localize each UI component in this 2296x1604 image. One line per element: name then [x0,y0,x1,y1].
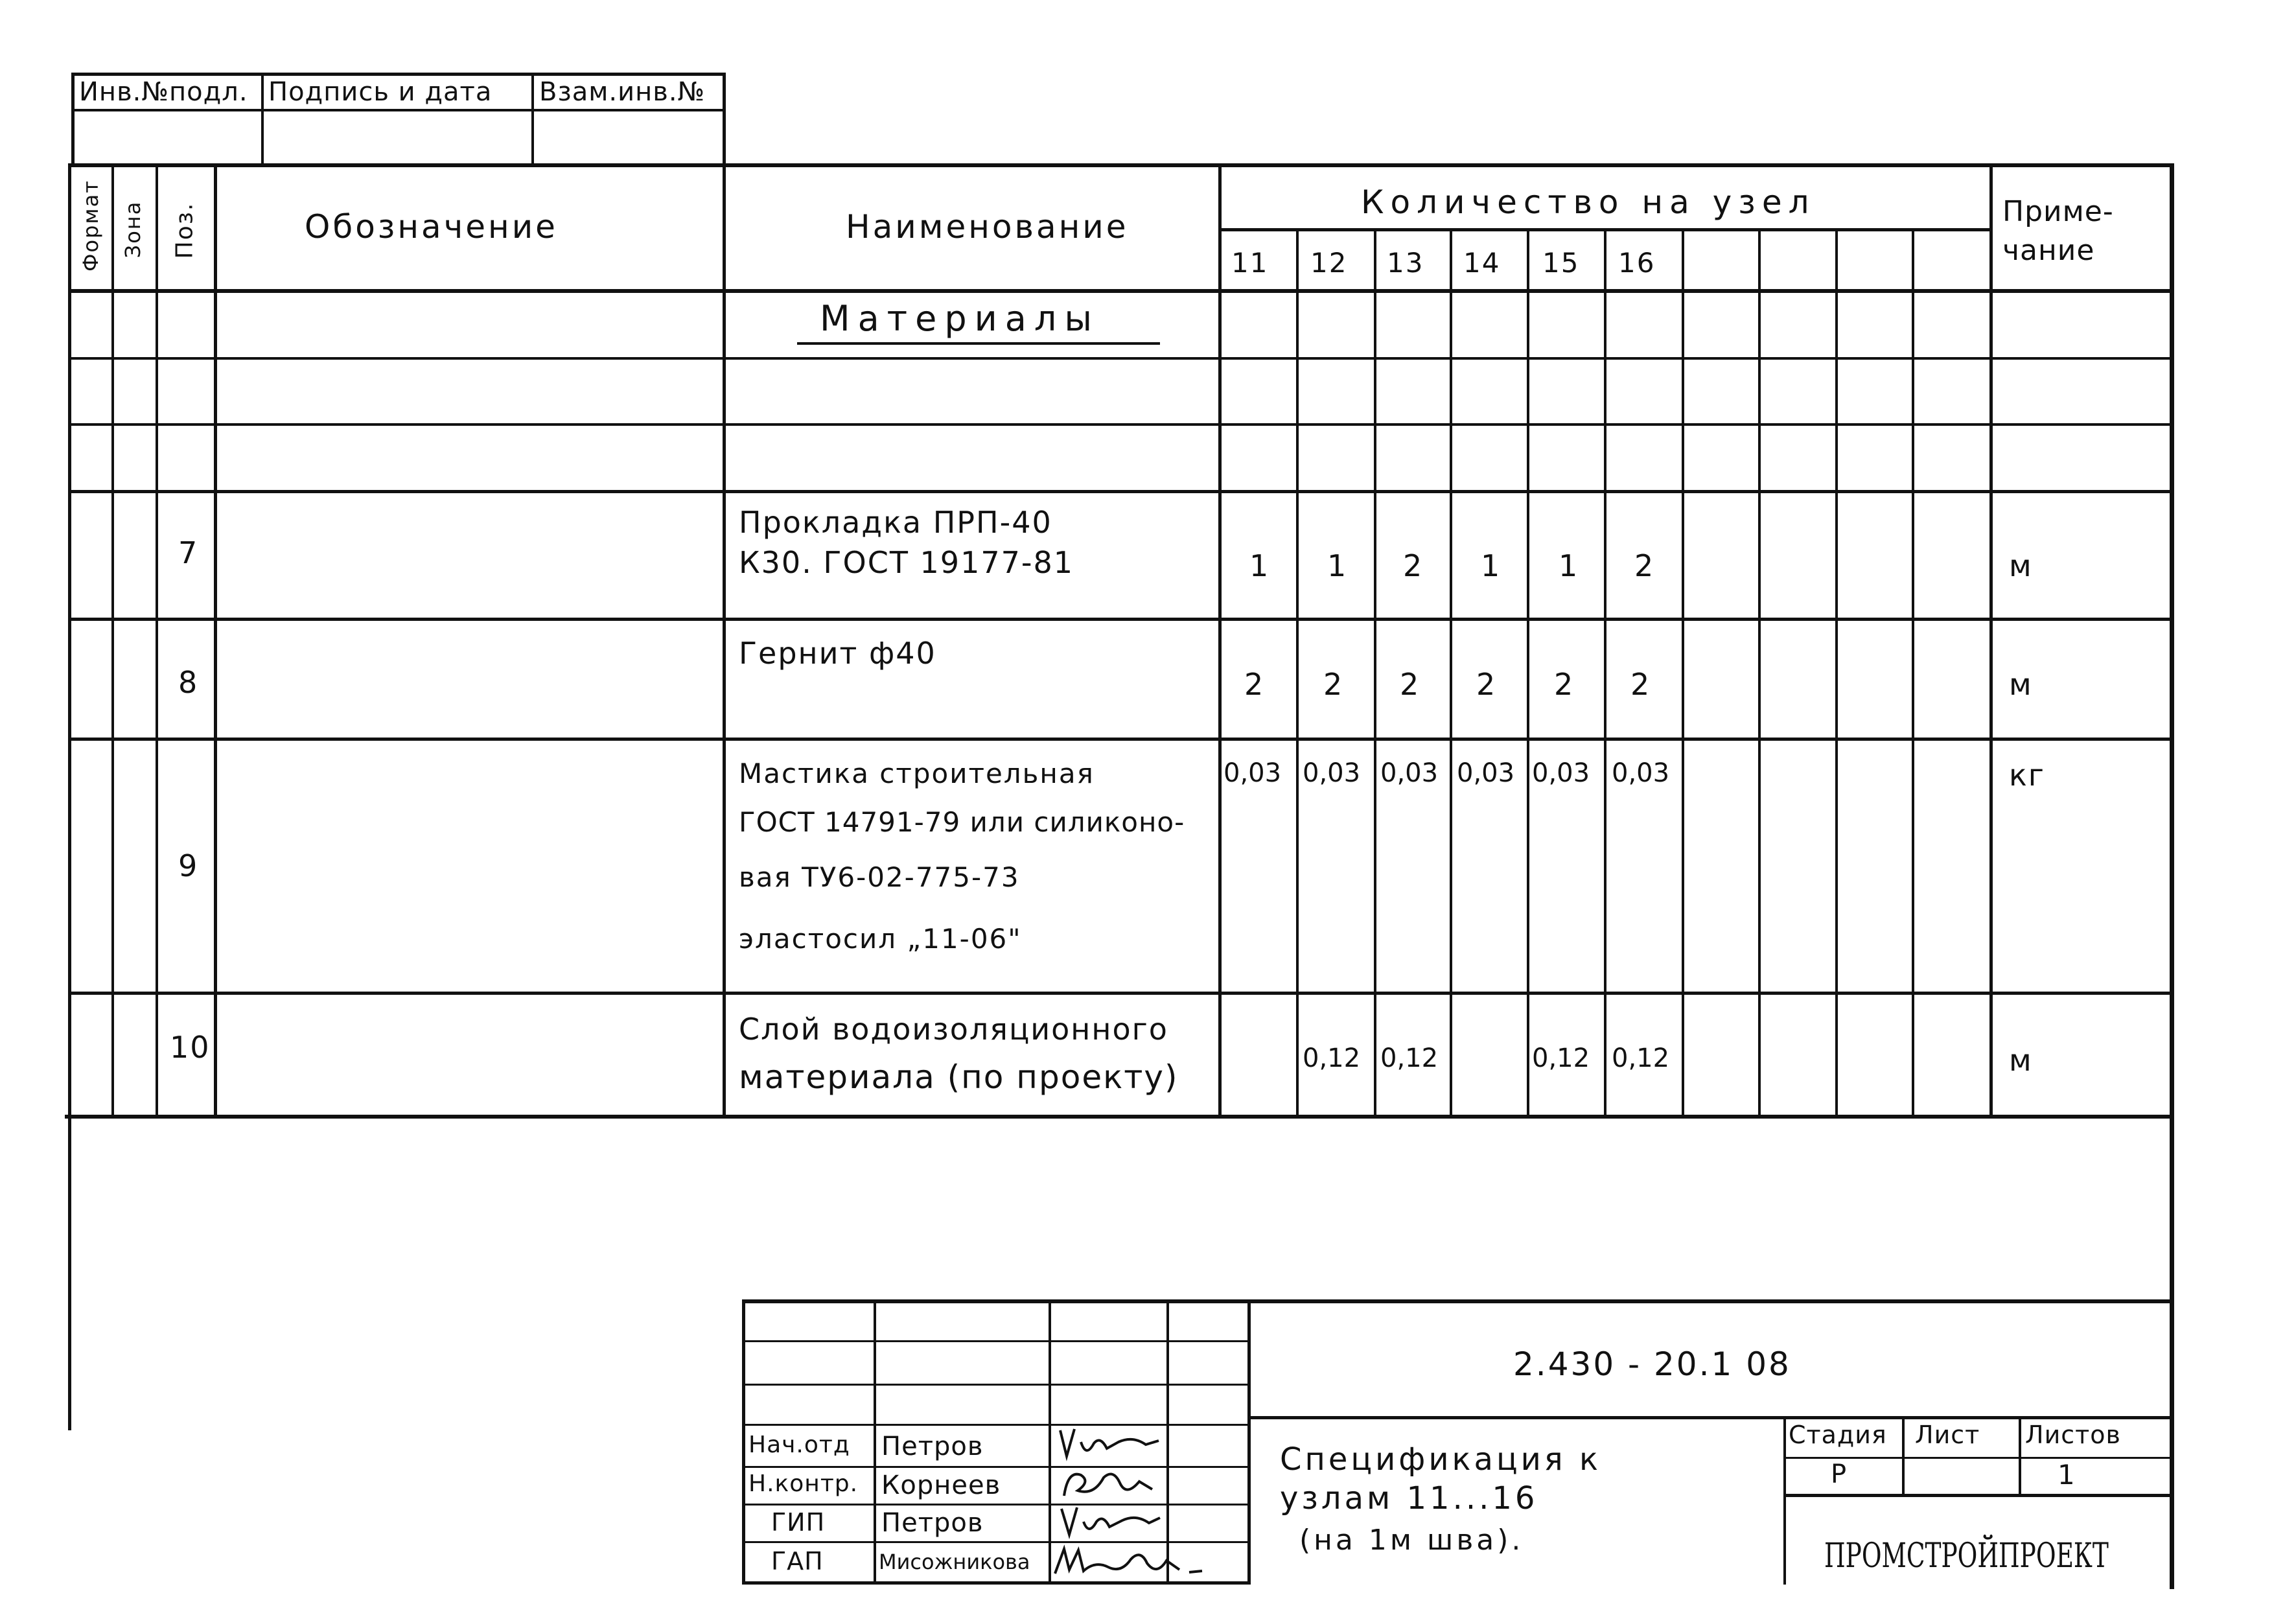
row-9-qty-13: 0,03 [1380,758,1439,788]
row-9-qty-16: 0,03 [1612,758,1670,788]
row-8-note: м [2009,667,2033,702]
sheets-value: 1 [2058,1459,2076,1491]
header-format: Формат [78,180,103,272]
doc-code: 2.430 - 20.1 08 [1513,1345,1791,1383]
row-7-qty-11: 1 [1249,548,1270,583]
section-title-materials: Материалы [820,298,1100,339]
stamp-inv-podl-label: Инв.№подл. [79,77,248,107]
stamp-podpis-data-label: Подпись и дата [268,77,493,107]
row-9-name-line-1: Мастика строительная [739,758,1095,789]
sheets-label: Листов [2025,1421,2121,1449]
header-zona: Зона [121,200,145,259]
row-10-name-line-1: Слой водоизоляционного [739,1012,1168,1047]
row-10-qty-16: 0,12 [1612,1043,1670,1073]
sign-name-n-kontr: Корнеев [881,1470,1001,1500]
sign-role-nach-otd: Нач.отд [748,1432,850,1458]
header-poz: Поз. [171,202,198,259]
row-8-poz: 8 [178,665,199,700]
node-col-11: 11 [1231,247,1269,279]
sign-name-gip: Петров [881,1508,984,1538]
row-9-name-line-3: вая ТУ6-02-775-73 [739,861,1020,893]
row-8-qty-11: 2 [1244,667,1265,702]
row-8-qty-13: 2 [1400,667,1421,702]
row-9-poz: 9 [178,848,199,883]
node-col-14: 14 [1463,247,1501,279]
sign-name-nach-otd: Петров [881,1432,984,1461]
row-9-name-line-4: эластосил „11-06" [739,923,1022,955]
signature-petrov-1 [1055,1423,1165,1465]
sheet-label: Лист [1915,1421,1980,1449]
node-col-16: 16 [1618,247,1656,279]
stage-value: Р [1831,1459,1848,1489]
row-7-name-line-1: Прокладка ПРП-40 [739,505,1052,540]
row-8-qty-12: 2 [1323,667,1344,702]
row-7-note: м [2009,548,2033,583]
header-kolichestvo: Количество на узел [1361,183,1816,221]
row-7-qty-15: 1 [1559,548,1579,583]
signature-petrov-2 [1055,1502,1165,1541]
sign-role-n-kontr: Н.контр. [748,1470,859,1497]
sign-role-gip: ГИП [771,1508,826,1537]
title-block-right-border [2170,1299,2174,1585]
row-8-qty-16: 2 [1630,667,1651,702]
signature-korneev [1055,1463,1165,1505]
row-7-qty-13: 2 [1403,548,1424,583]
row-10-name-line-2: материала (по проекту) [739,1058,1179,1096]
header-primechanie-2: чание [2002,234,2095,267]
organization-name: ПРОМСТРОЙПРОЕКТ [1824,1537,2109,1575]
stamp-vzam-inv-label: Взам.инв.№ [539,77,706,107]
row-7-poz: 7 [178,535,199,570]
row-7-qty-16: 2 [1634,548,1655,583]
doc-title-line-2: узлам 11...16 [1280,1480,1538,1517]
header-naimenovanie: Наименование [846,208,1129,246]
doc-title-line-1: Спецификация к [1280,1441,1601,1478]
row-10-note: м [2009,1043,2033,1078]
node-col-15: 15 [1542,247,1580,279]
row-9-qty-14: 0,03 [1457,758,1515,788]
row-8-name-line-1: Гернит ф40 [739,636,936,671]
row-9-qty-15: 0,03 [1532,758,1590,788]
node-col-13: 13 [1387,247,1424,279]
row-7-qty-12: 1 [1327,548,1348,583]
row-10-qty-13: 0,12 [1380,1043,1439,1073]
row-9-qty-11: 0,03 [1223,758,1282,788]
row-10-qty-12: 0,12 [1303,1043,1361,1073]
header-primechanie-1: Приме- [2002,195,2114,228]
signature-misozhnikova [1050,1541,1212,1581]
row-9-note: кг [2009,758,2045,793]
row-8-qty-14: 2 [1476,667,1497,702]
row-9-qty-12: 0,03 [1303,758,1361,788]
row-8-qty-15: 2 [1554,667,1575,702]
section-title-underline [797,342,1160,345]
doc-title-line-3: (на 1м шва). [1299,1524,1524,1557]
row-7-name-line-2: К30. ГОСТ 19177-81 [739,545,1074,580]
sign-role-gap: ГАП [771,1547,824,1575]
row-9-name-line-2: ГОСТ 14791-79 или силиконо- [739,806,1185,838]
header-oboznachenie: Обозначение [305,208,558,246]
stage-label: Стадия [1789,1421,1887,1449]
row-10-poz: 10 [170,1030,211,1065]
node-col-12: 12 [1310,247,1348,279]
row-7-qty-14: 1 [1481,548,1502,583]
sign-name-gap: Мисожникова [879,1550,1030,1574]
row-10-qty-15: 0,12 [1532,1043,1590,1073]
